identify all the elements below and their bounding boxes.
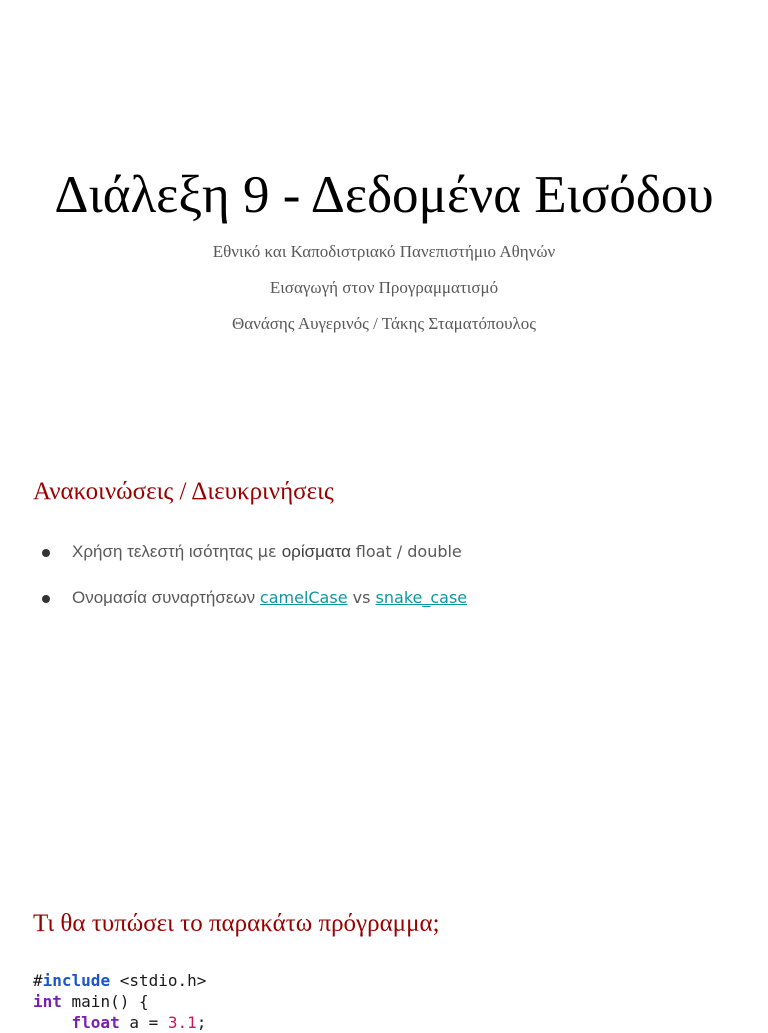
authors: Θανάσης Αυγερινός / Τάκης Σταματόπουλος: [231, 314, 537, 333]
text-segment: Ονομασία συναρτήσεων: [72, 588, 260, 607]
announcements-heading: Ανακοινώσεις / Διευκρινήσεις: [33, 478, 334, 505]
text-segment: Χρήση τελεστή ισότητας: [72, 542, 258, 561]
bullet-text: [72, 588, 467, 608]
text-segment: ορίσματα: [281, 542, 356, 561]
text-segment: float / double: [355, 542, 462, 561]
lecture-title: Διάλεξη 9 - Δεδομένα Εισόδου: [54, 166, 714, 224]
university-name: Εθνικό και Καποδιστριακό Πανεπιστήμιο Αθηνών: [212, 242, 556, 261]
code-line: int main() {: [33, 992, 149, 1011]
announcements-list: [40, 542, 740, 634]
code-line: #include <stdio.h>: [33, 971, 207, 990]
question-heading: Τι θα τυπώσει το παρακάτω πρόγραμμα;: [33, 910, 440, 937]
text-segment: vs: [347, 588, 376, 607]
camelcase-link[interactable]: camelCase: [259, 588, 348, 607]
course-name: Εισαγωγή στον Προγραμματισμό: [269, 278, 499, 297]
list-item: [40, 542, 740, 588]
bullet-text: [72, 542, 462, 562]
snake-case-link[interactable]: snake_case: [375, 588, 468, 607]
bullet-icon: [42, 595, 50, 603]
list-item: [40, 588, 740, 634]
text-segment: με: [257, 542, 282, 561]
code-line: float a = 3.1;: [71, 1013, 207, 1032]
bullet-icon: [42, 549, 50, 557]
